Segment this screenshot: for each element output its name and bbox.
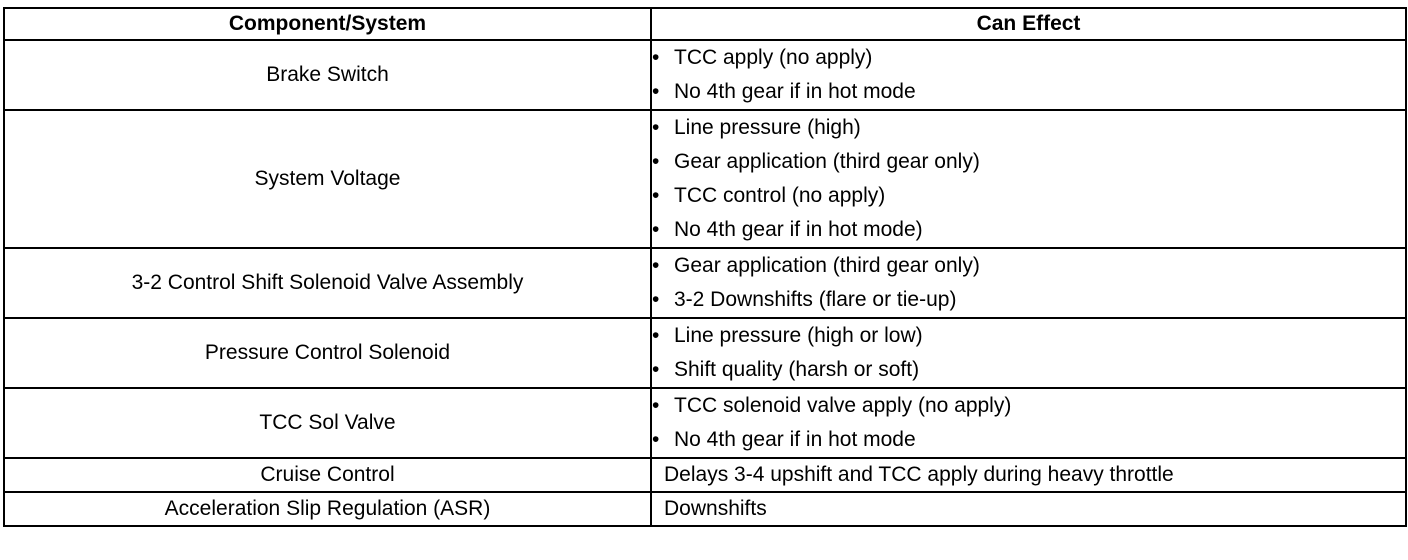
effect-list (652, 111, 1405, 247)
effect-item: • TCC solenoid valve apply (no apply) (652, 389, 1405, 423)
effect-cell: Downshifts (651, 492, 1406, 526)
table-header-row (4, 8, 1406, 40)
effect-item: • Line pressure (high or low) (652, 319, 1405, 353)
effect-item: • 3-2 Downshifts (flare or tie-up) (652, 283, 1405, 317)
component-cell: Cruise Control (4, 458, 651, 492)
effect-item: • Gear application (third gear only) (652, 249, 1405, 283)
table-row (4, 458, 1406, 492)
header-component-system: Component/System (4, 8, 651, 40)
component-cell: Pressure Control Solenoid (4, 318, 651, 388)
table-row (4, 248, 1406, 318)
component-cell: 3-2 Control Shift Solenoid Valve Assembly (4, 248, 651, 318)
effect-list (652, 41, 1405, 109)
effect-item: • TCC control (no apply) (652, 179, 1405, 213)
effect-item: • No 4th gear if in hot mode (652, 75, 1405, 109)
effect-item: • Gear application (third gear only) (652, 145, 1405, 179)
component-effects-table (3, 7, 1407, 527)
effect-list (652, 249, 1405, 317)
component-cell: System Voltage (4, 110, 651, 248)
effect-item: • No 4th gear if in hot mode (652, 423, 1405, 457)
table-row (4, 388, 1406, 458)
table-row (4, 492, 1406, 526)
effect-cell (651, 318, 1406, 388)
header-can-effect: Can Effect (651, 8, 1406, 40)
effect-cell: Delays 3-4 upshift and TCC apply during heavy throttle (651, 458, 1406, 492)
component-cell: Acceleration Slip Regulation (ASR) (4, 492, 651, 526)
table-row (4, 318, 1406, 388)
effect-cell (651, 388, 1406, 458)
effect-item: • Line pressure (high) (652, 111, 1405, 145)
effect-list (652, 389, 1405, 457)
effect-item: • Shift quality (harsh or soft) (652, 353, 1405, 387)
effect-cell (651, 248, 1406, 318)
table-row (4, 110, 1406, 248)
effect-item: • TCC apply (no apply) (652, 41, 1405, 75)
component-cell: Brake Switch (4, 40, 651, 110)
effect-cell (651, 40, 1406, 110)
effect-list (652, 319, 1405, 387)
effect-cell (651, 110, 1406, 248)
component-cell: TCC Sol Valve (4, 388, 651, 458)
effect-item: • No 4th gear if in hot mode) (652, 213, 1405, 247)
table-row (4, 40, 1406, 110)
